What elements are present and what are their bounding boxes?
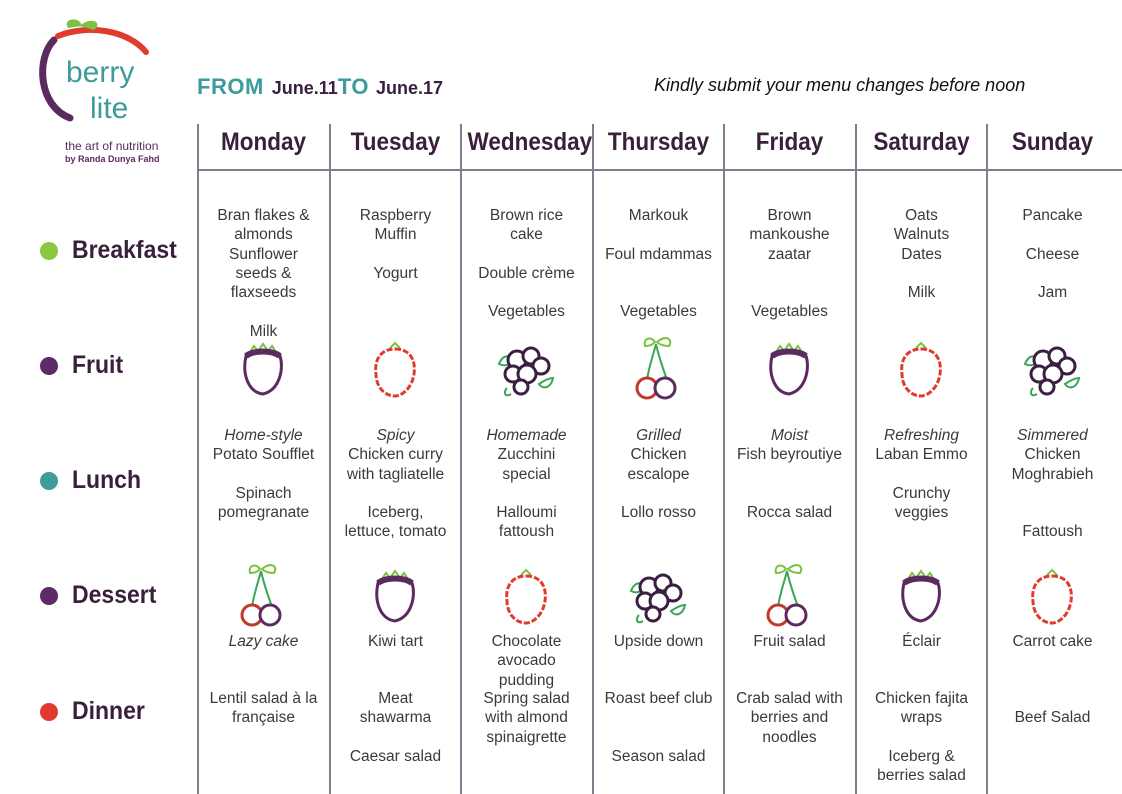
breakfast-cell	[330, 206, 461, 283]
menu-line: Grilled	[636, 427, 681, 444]
menu-line: Cheese	[1025, 245, 1080, 263]
menu-line	[461, 484, 592, 503]
menu-line: Iceberg,	[367, 504, 424, 522]
menu-line: Brown rice	[489, 207, 564, 224]
menu-line: Foul mdammas	[605, 245, 712, 263]
menu-line	[987, 484, 1118, 503]
menu-line	[724, 484, 855, 503]
menu-line: Double crème	[478, 264, 575, 282]
menu-line: Carrot cake	[1012, 633, 1093, 650]
menu-line: Walnuts	[893, 226, 950, 244]
cherry-icon	[228, 561, 298, 631]
blueberry-icon	[1017, 334, 1087, 404]
menu-line: Fattoush	[1022, 523, 1083, 541]
dinner-cell	[593, 689, 724, 766]
menu-grid	[197, 124, 1122, 794]
menu-line: Markouk	[628, 207, 689, 224]
menu-line	[593, 283, 724, 302]
menu-line: Sunflower	[229, 245, 298, 263]
menu-line: Brown	[767, 207, 812, 224]
menu-line: Chicken	[630, 446, 687, 464]
menu-line: mankoushe	[749, 226, 830, 244]
menu-line: pudding	[498, 671, 555, 689]
menu-line: Bran flakes &	[217, 207, 310, 224]
menu-line: special	[502, 465, 551, 483]
menu-line: Potato Soufflet	[212, 446, 315, 464]
meal-label: Dessert	[72, 581, 157, 609]
lunch-cell	[593, 426, 724, 522]
dessert-cell	[593, 632, 724, 651]
menu-line: Yogurt	[373, 264, 418, 282]
fig-icon	[886, 561, 956, 631]
meal-row-dessert	[40, 581, 164, 610]
menu-line: Lollo rosso	[621, 504, 696, 522]
blueberry-icon	[623, 561, 693, 631]
menu-line	[593, 484, 724, 503]
breakfast-cell	[856, 206, 987, 302]
menu-line	[856, 264, 987, 283]
menu-line: Éclair	[902, 633, 941, 650]
menu-line: Chocolate	[491, 633, 562, 650]
menu-line	[987, 264, 1118, 283]
meal-label: Breakfast	[72, 236, 177, 264]
breakfast-cell	[461, 206, 592, 322]
breakfast-cell	[593, 206, 724, 322]
day-header-saturday: Saturday	[873, 128, 970, 156]
menu-line: with tagliatelle	[346, 465, 445, 483]
menu-line: seeds &	[235, 264, 292, 282]
menu-line: Spicy	[376, 427, 415, 444]
lunch-cell	[330, 426, 461, 542]
menu-line: almonds	[234, 226, 293, 244]
menu-line: Vegetables	[751, 303, 828, 321]
menu-line: Milk	[907, 284, 936, 302]
menu-line	[593, 708, 724, 727]
menu-line: berries salad	[877, 767, 966, 785]
dessert-cell	[198, 632, 329, 651]
menu-line: Caesar salad	[349, 747, 442, 765]
meal-dot	[40, 587, 58, 605]
menu-line	[987, 689, 1118, 708]
menu-line: Home-style	[224, 427, 303, 444]
breakfast-cell	[724, 206, 855, 322]
from-date: June.11	[271, 78, 338, 98]
menu-line: Lazy cake	[228, 633, 299, 650]
menu-line: Lentil salad à la	[209, 690, 318, 707]
raspberry-icon	[886, 334, 956, 404]
menu-line: Oats	[905, 207, 938, 224]
menu-line: fattoush	[498, 523, 555, 541]
lunch-cell	[461, 426, 592, 542]
menu-line	[593, 728, 724, 747]
menu-line	[461, 245, 592, 264]
header-divider	[197, 169, 1122, 171]
menu-line	[724, 264, 855, 283]
dessert-cell	[856, 632, 987, 651]
menu-line: Laban Emmo	[875, 446, 968, 464]
menu-line: Vegetables	[488, 303, 565, 321]
menu-line: noodles	[762, 728, 817, 746]
menu-line: française	[232, 709, 295, 727]
day-header-wednesday: Wednesday	[467, 128, 593, 156]
menu-line: avocado	[497, 652, 556, 670]
breakfast-cell	[198, 206, 329, 341]
meal-row-fruit	[40, 351, 128, 380]
to-label: TO	[337, 74, 369, 99]
menu-line: Moist	[770, 427, 809, 444]
menu-line: Raspberry	[359, 207, 432, 224]
menu-line	[330, 245, 461, 264]
lunch-cell	[856, 426, 987, 522]
dinner-cell	[724, 689, 855, 747]
menu-line: Spring salad	[483, 690, 570, 707]
menu-line: Roast beef club	[604, 690, 713, 707]
menu-line: Meat	[378, 690, 413, 707]
menu-line: Kiwi tart	[367, 633, 424, 650]
dessert-cell	[987, 632, 1118, 651]
menu-line: lettuce, tomato	[344, 523, 447, 541]
menu-line	[987, 503, 1118, 522]
menu-line: Homemade	[486, 427, 567, 444]
submission-notice: Kindly submit your menu changes before noon	[654, 75, 1026, 95]
blueberry-icon	[491, 334, 561, 404]
dinner-cell	[987, 689, 1118, 728]
menu-line: Chicken fajita	[874, 690, 969, 707]
fig-icon	[228, 334, 298, 404]
day-header-tuesday: Tuesday	[350, 128, 441, 156]
menu-line: Refreshing	[884, 427, 959, 444]
dessert-cell	[461, 632, 592, 690]
lunch-cell	[987, 426, 1118, 542]
menu-line: Moghrabieh	[1011, 465, 1094, 483]
menu-line: wraps	[900, 709, 943, 727]
cherry-icon	[754, 561, 824, 631]
menu-line: Season salad	[611, 747, 706, 765]
menu-line: Rocca salad	[746, 504, 833, 522]
menu-line: Simmered	[1017, 427, 1088, 444]
meal-row-lunch	[40, 466, 147, 495]
menu-line: Muffin	[374, 226, 417, 244]
fig-icon	[754, 334, 824, 404]
menu-line	[856, 465, 987, 484]
meal-label: Dinner	[72, 697, 145, 725]
menu-line	[856, 728, 987, 747]
raspberry-icon	[1017, 561, 1087, 631]
menu-line: with almond	[485, 709, 568, 727]
meal-label: Lunch	[72, 466, 141, 494]
breakfast-cell	[987, 206, 1118, 302]
meal-row-dinner	[40, 697, 151, 726]
menu-line	[987, 225, 1118, 244]
menu-line: Pancake	[1022, 207, 1083, 224]
meal-dot	[40, 703, 58, 721]
menu-line: shawarma	[359, 709, 432, 727]
menu-line: zaatar	[767, 245, 812, 263]
menu-line: Spinach	[235, 484, 292, 502]
date-range	[197, 74, 443, 100]
meal-dot	[40, 472, 58, 490]
svg-text:berry: berry	[66, 56, 135, 89]
dinner-cell	[856, 689, 987, 785]
day-header-friday: Friday	[755, 128, 824, 156]
menu-line	[330, 728, 461, 747]
menu-line: Halloumi	[496, 504, 557, 522]
menu-line: flaxseeds	[230, 284, 297, 302]
raspberry-icon	[360, 334, 430, 404]
to-date: June.17	[375, 78, 444, 98]
meal-dot	[40, 242, 58, 260]
menu-line: Zucchini	[497, 446, 556, 464]
fig-icon	[360, 561, 430, 631]
menu-line: spinaigrette	[486, 728, 567, 746]
dinner-cell	[330, 689, 461, 766]
logo-tagline: the art of nutrition	[65, 139, 159, 153]
menu-line: Iceberg &	[888, 747, 955, 765]
raspberry-icon	[491, 561, 561, 631]
menu-line: berries and	[750, 709, 829, 727]
menu-line	[198, 302, 329, 321]
menu-line: Dates	[901, 245, 942, 263]
lunch-cell	[724, 426, 855, 522]
menu-line: Milk	[249, 322, 278, 340]
dinner-cell	[461, 689, 592, 747]
menu-line	[593, 225, 724, 244]
day-header-monday: Monday	[220, 128, 306, 156]
dessert-cell	[724, 632, 855, 651]
from-label: FROM	[197, 74, 264, 99]
meal-label: Fruit	[72, 351, 124, 379]
menu-line: Chicken	[1024, 446, 1081, 464]
day-header-thursday: Thursday	[607, 128, 710, 156]
menu-line: Fish beyroutiye	[736, 446, 843, 464]
meal-row-breakfast	[40, 236, 186, 265]
menu-line: cake	[510, 226, 543, 244]
dessert-cell	[330, 632, 461, 651]
menu-line: Vegetables	[620, 303, 697, 321]
meal-dot	[40, 357, 58, 375]
menu-line: Beef Salad	[1014, 709, 1091, 727]
dinner-cell	[198, 689, 329, 728]
day-header-sunday: Sunday	[1011, 128, 1094, 156]
menu-line	[198, 465, 329, 484]
menu-line	[330, 484, 461, 503]
menu-line	[461, 283, 592, 302]
menu-line: Crunchy	[892, 484, 951, 502]
menu-line: Crab salad with	[736, 690, 843, 707]
menu-line: Upside down	[613, 633, 704, 650]
lunch-cell	[198, 426, 329, 522]
menu-line	[593, 264, 724, 283]
cherry-icon	[623, 334, 693, 404]
menu-line	[724, 283, 855, 302]
menu-line: Jam	[1037, 284, 1068, 302]
menu-line	[724, 465, 855, 484]
menu-line: veggies	[894, 504, 949, 522]
menu-line: escalope	[627, 465, 690, 483]
menu-line: pomegranate	[217, 504, 310, 522]
menu-line: Chicken curry	[348, 446, 443, 464]
menu-line: Fruit salad	[753, 633, 826, 650]
svg-text:lite: lite	[90, 92, 129, 125]
logo-byline: by Randa Dunya Fahd	[65, 154, 160, 164]
